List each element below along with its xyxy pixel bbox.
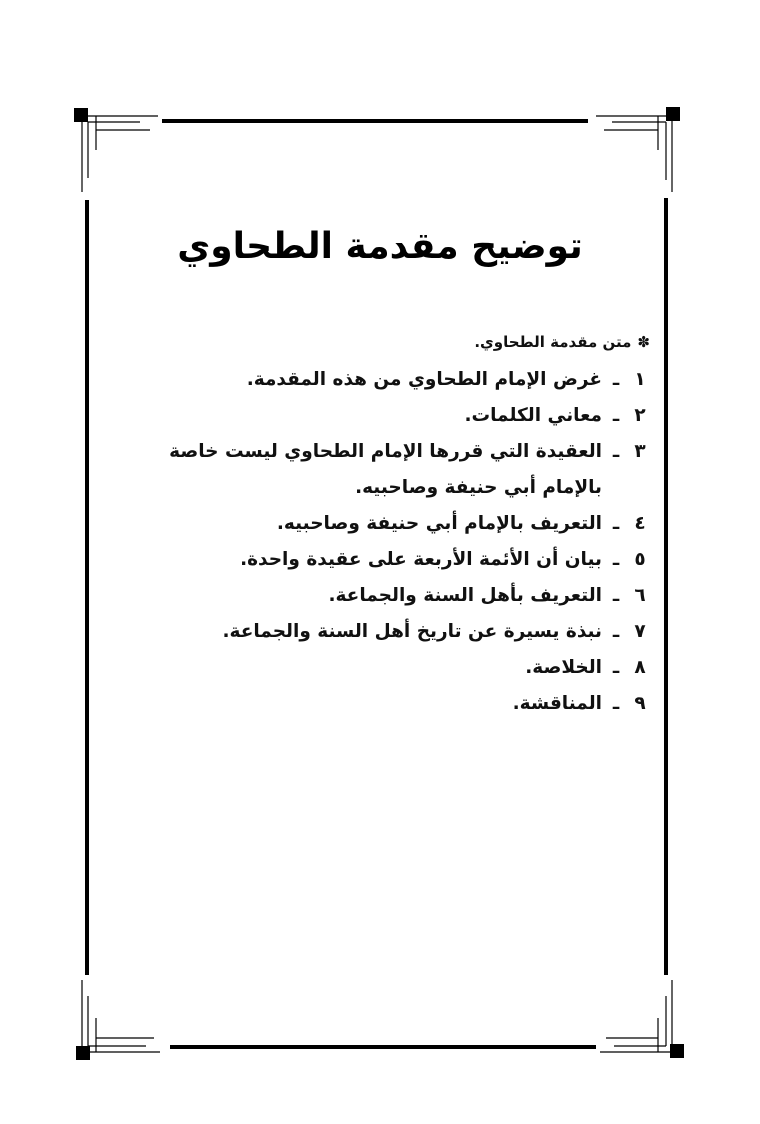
item-text: بيان أن الأئمة الأربعة على عقيدة واحدة. bbox=[240, 549, 602, 570]
item-text: الخلاصة. bbox=[525, 657, 602, 678]
item-text: التعريف بأهل السنة والجماعة. bbox=[328, 585, 602, 606]
item-separator: ـ bbox=[612, 585, 620, 606]
contents-list bbox=[105, 362, 650, 722]
list-item bbox=[105, 578, 650, 614]
item-separator: ـ bbox=[612, 549, 620, 570]
item-text: غرض الإمام الطحاوي من هذه المقدمة. bbox=[246, 369, 602, 390]
list-item bbox=[105, 398, 650, 434]
item-separator: ـ bbox=[612, 693, 620, 714]
item-separator: ـ bbox=[612, 513, 620, 534]
section-heading-label: متن مقدمة الطحاوي. bbox=[474, 333, 632, 351]
item-number: ٧ bbox=[634, 621, 646, 642]
item-separator: ـ bbox=[612, 441, 620, 462]
item-text: التعريف بالإمام أبي حنيفة وصاحبيه. bbox=[276, 513, 602, 534]
item-separator: ـ bbox=[612, 657, 620, 678]
item-number: ٦ bbox=[634, 585, 646, 606]
item-number: ٣ bbox=[634, 441, 646, 462]
item-separator: ـ bbox=[612, 405, 620, 426]
page-title: توضيح مقدمة الطحاوي bbox=[177, 226, 583, 267]
list-item bbox=[105, 614, 650, 650]
item-text: نبذة يسيرة عن تاريخ أهل السنة والجماعة. bbox=[222, 621, 602, 642]
list-item bbox=[105, 506, 650, 542]
item-number: ٤ bbox=[634, 513, 646, 534]
item-separator: ـ bbox=[612, 369, 620, 390]
item-separator: ـ bbox=[612, 621, 620, 642]
item-number: ٥ bbox=[634, 549, 646, 570]
item-number: ١ bbox=[634, 369, 646, 390]
item-text: معاني الكلمات. bbox=[464, 405, 602, 426]
item-text: المناقشة. bbox=[512, 693, 602, 714]
item-text: العقيدة التي قررها الإمام الطحاوي ليست خاصة بالإمام أبي حنيفة وصاحبيه. bbox=[169, 441, 602, 498]
list-item bbox=[105, 542, 650, 578]
section-heading bbox=[474, 330, 650, 354]
item-number: ٨ bbox=[634, 657, 646, 678]
list-item bbox=[105, 686, 650, 722]
item-number: ٩ bbox=[634, 693, 646, 714]
list-item bbox=[105, 650, 650, 686]
asterisk-icon: ✽ bbox=[637, 333, 650, 351]
list-item bbox=[105, 362, 650, 398]
item-number: ٢ bbox=[634, 405, 646, 426]
list-item bbox=[105, 434, 650, 506]
